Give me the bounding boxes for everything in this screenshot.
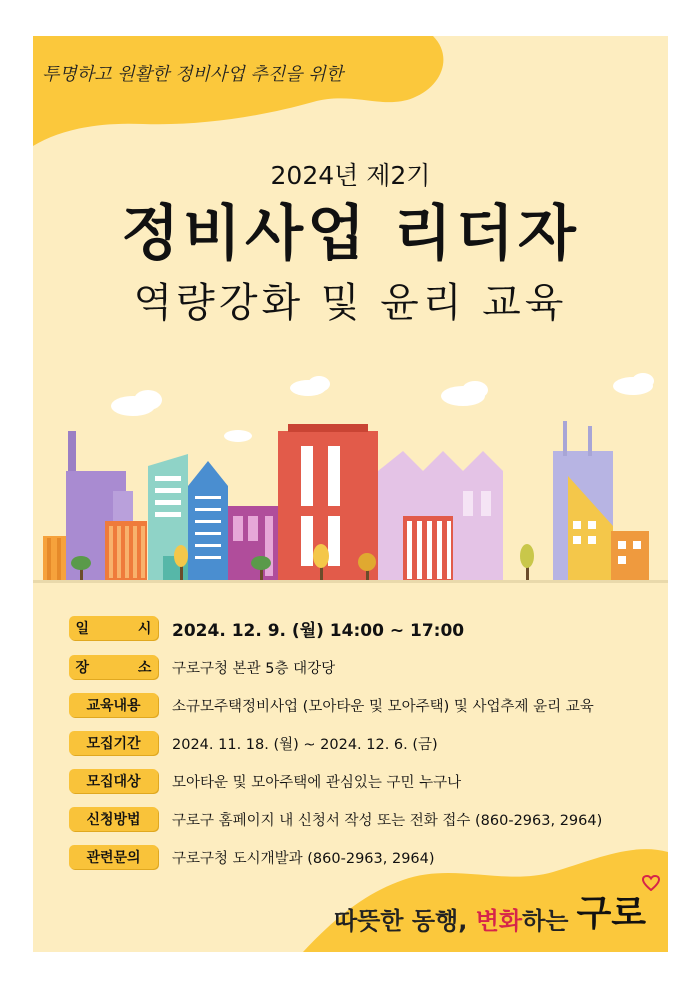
value-contact: 구로구청 도시개발과 (860-2963, 2964)	[172, 850, 435, 867]
slogan-part1: 따뜻한 동행,	[333, 907, 476, 935]
slogan-part2: 변화	[475, 907, 523, 935]
slogan-part3: 하는	[522, 907, 569, 935]
city-illustration	[33, 366, 668, 596]
label-apply: 신청방법	[69, 807, 158, 831]
label-target: 모집대상	[69, 769, 158, 793]
value-period: 2024. 11. 18. (월) ~ 2024. 12. 6. (금)	[172, 736, 438, 753]
poster-title: 정비사업 리더자	[121, 199, 580, 269]
value-location: 구로구청 본관 5층 대강당	[172, 660, 336, 677]
poster-subtitle: 역량강화 및 윤리 교육	[133, 280, 568, 326]
info-row-location	[69, 655, 335, 679]
label-location: 장 소	[69, 655, 158, 679]
year-line: 2024년 제2기	[270, 161, 431, 190]
tagline: 투명하고 원활한 정비사업 추진을 위한	[42, 64, 344, 85]
label-datetime: 일 시	[69, 616, 158, 640]
heart-icon	[642, 875, 660, 891]
info-row-content	[69, 693, 594, 717]
guro-logo	[576, 885, 646, 936]
guro-logo-text: 구로	[576, 893, 646, 934]
info-row-datetime	[69, 616, 464, 640]
info-row-period	[69, 731, 438, 755]
label-period: 모집기간	[69, 731, 158, 755]
value-target: 모아타운 및 모아주택에 관심있는 구민 누구나	[172, 774, 462, 791]
poster	[33, 36, 668, 952]
info-row-target	[69, 769, 461, 793]
value-apply: 구로구 홈페이지 내 신청서 작성 또는 전화 접수 (860-2963, 2964)	[172, 812, 603, 829]
slogan	[334, 885, 646, 936]
label-content: 교육내용	[69, 693, 158, 717]
info-row-apply	[69, 807, 602, 831]
top-decorative-blob	[33, 36, 668, 156]
value-datetime: 2024. 12. 9. (월) 14:00 ~ 17:00	[172, 620, 465, 641]
value-content: 소규모주택정비사업 (모아타운 및 모아주택) 및 사업추제 윤리 교육	[172, 698, 594, 715]
label-contact: 관련문의	[69, 845, 158, 869]
